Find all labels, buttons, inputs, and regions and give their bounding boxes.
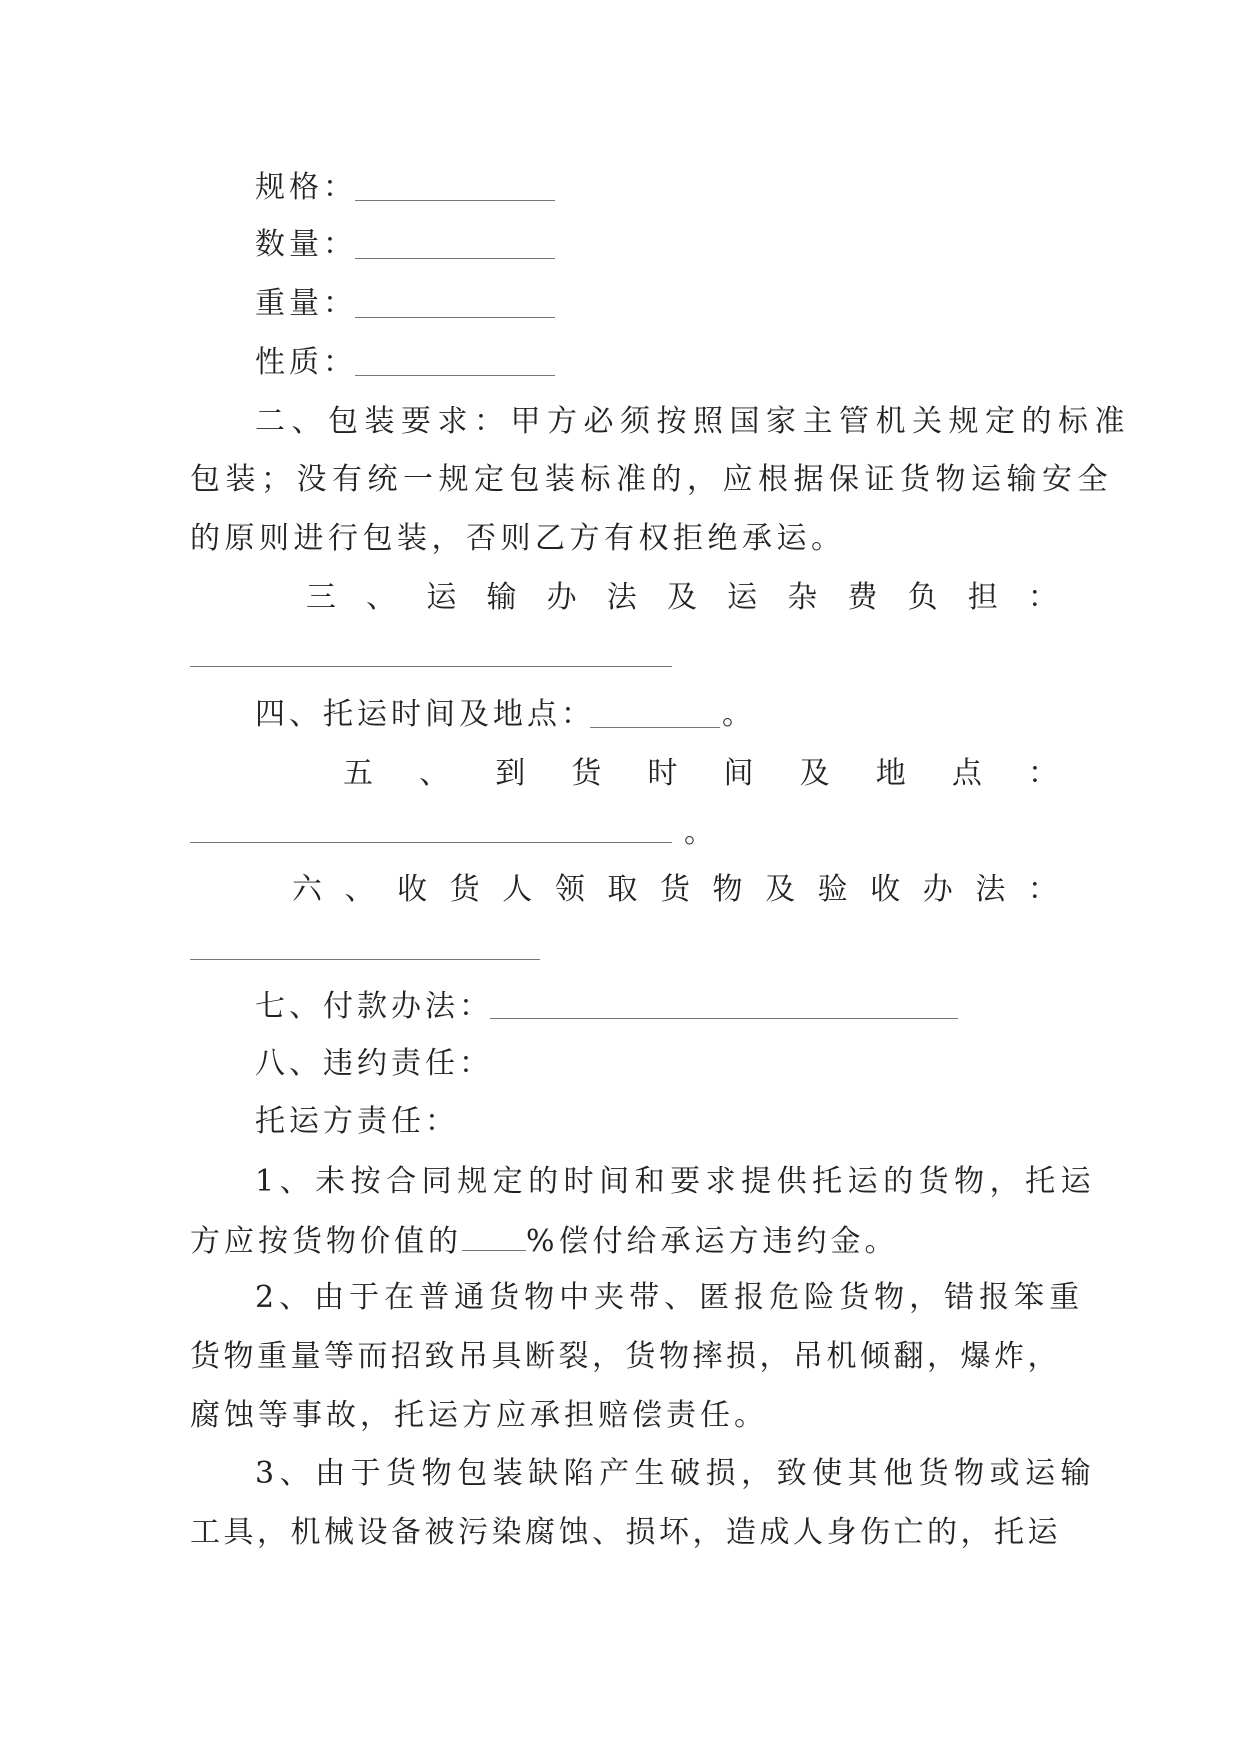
sec5-heading	[343, 754, 1058, 794]
sec6-char: 收	[397, 872, 428, 907]
item1-line2	[190, 1220, 899, 1262]
spec-row	[255, 168, 357, 208]
shipper-label: 托运方责任：	[255, 1104, 459, 1139]
sec6-char: 法	[975, 872, 1006, 907]
nature-label: 性质：	[255, 345, 357, 380]
sec7-label: 七、付款办法：	[255, 989, 493, 1024]
sec5-end: 。	[684, 815, 718, 850]
item3-line1: 3、由于货物包装缺陷产生破损，致使其他货物或运输	[255, 1456, 1097, 1491]
sec6-char: 取	[607, 872, 638, 907]
sec6-blank	[190, 959, 540, 960]
sec3-char: 输	[486, 580, 517, 615]
sec6-char: 物	[712, 872, 743, 907]
weight-blank	[355, 317, 555, 318]
item1-line1: 1、未按合同规定的时间和要求提供托运的货物，托运	[255, 1164, 1097, 1199]
sec8-label: 八、违约责任：	[255, 1046, 493, 1081]
item2-line3: 腐蚀等事故，托运方应承担赔偿责任。	[190, 1398, 768, 1433]
sec5-char: 及	[799, 756, 830, 791]
weight-label: 重量：	[255, 286, 357, 321]
sec5-char: 时	[647, 756, 678, 791]
sec3-char: 负	[907, 580, 938, 615]
sec6-char: 货	[659, 872, 690, 907]
item1-line2a: 方应按货物价值的	[190, 1224, 462, 1259]
sec5-char: 货	[571, 756, 602, 791]
sec6-char: ：	[1027, 872, 1058, 907]
sec5-blank	[190, 842, 672, 843]
sec6-char: 人	[502, 872, 533, 907]
item2-line2: 货物重量等而招致吊具断裂，货物摔损，吊机倾翻，爆炸，	[190, 1339, 1061, 1374]
nature-row	[255, 343, 357, 383]
sec6-char: 领	[554, 872, 585, 907]
sec3-heading	[306, 578, 1058, 618]
sec3-char: 及	[666, 580, 697, 615]
sec5-char: 五	[343, 756, 373, 791]
sec6-char: 货	[449, 872, 480, 907]
sec3-char: 法	[606, 580, 637, 615]
quantity-blank	[355, 258, 555, 259]
sec4-end: 。	[722, 697, 756, 732]
sec5-char: 、	[419, 756, 450, 791]
sec3-char: 担	[967, 580, 998, 615]
sec4-blank	[590, 727, 720, 728]
sec5-char: 地	[875, 756, 906, 791]
sec6-heading	[292, 870, 1058, 910]
quantity-row	[255, 225, 357, 265]
sec2-line1: 二、包装要求：甲方必须按照国家主管机关规定的标准	[255, 404, 1131, 439]
item1-percent-blank	[462, 1220, 526, 1251]
spec-blank	[355, 200, 555, 201]
sec5-char: 到	[495, 756, 526, 791]
weight-row	[255, 284, 357, 324]
sec7-blank	[490, 1018, 958, 1019]
sec3-char: 三	[306, 580, 336, 615]
sec3-char: 杂	[787, 580, 818, 615]
sec3-char: 、	[366, 580, 397, 615]
spec-label: 规格：	[255, 170, 357, 205]
sec5-char: 点	[951, 756, 982, 791]
sec6-char: 办	[922, 872, 953, 907]
sec4-label: 四、托运时间及地点：	[255, 697, 595, 732]
sec6-char: 收	[870, 872, 901, 907]
sec3-char: ：	[1027, 580, 1058, 615]
item1-line2b: %偿付给承运方违约金。	[526, 1224, 899, 1259]
sec5-char: ：	[1027, 756, 1058, 791]
sec3-char: 办	[546, 580, 577, 615]
nature-blank	[355, 375, 555, 376]
sec6-char: 、	[344, 872, 375, 907]
sec3-char: 费	[847, 580, 878, 615]
item3-line2: 工具，机械设备被污染腐蚀、损坏，造成人身伤亡的，托运	[190, 1515, 1061, 1550]
sec3-char: 运	[727, 580, 758, 615]
sec6-char: 六	[292, 872, 322, 907]
sec3-char: 运	[426, 580, 457, 615]
item2-line1: 2、由于在普通货物中夹带、匿报危险货物，错报笨重	[255, 1280, 1085, 1315]
sec6-char: 验	[817, 872, 848, 907]
sec3-blank	[190, 666, 672, 667]
sec2-line3: 的原则进行包装，否则乙方有权拒绝承运。	[190, 521, 846, 556]
sec2-line2: 包装；没有统一规定包装标准的，应根据保证货物运输安全	[190, 462, 1113, 497]
sec5-char: 间	[723, 756, 754, 791]
quantity-label: 数量：	[255, 227, 357, 262]
sec6-char: 及	[765, 872, 796, 907]
